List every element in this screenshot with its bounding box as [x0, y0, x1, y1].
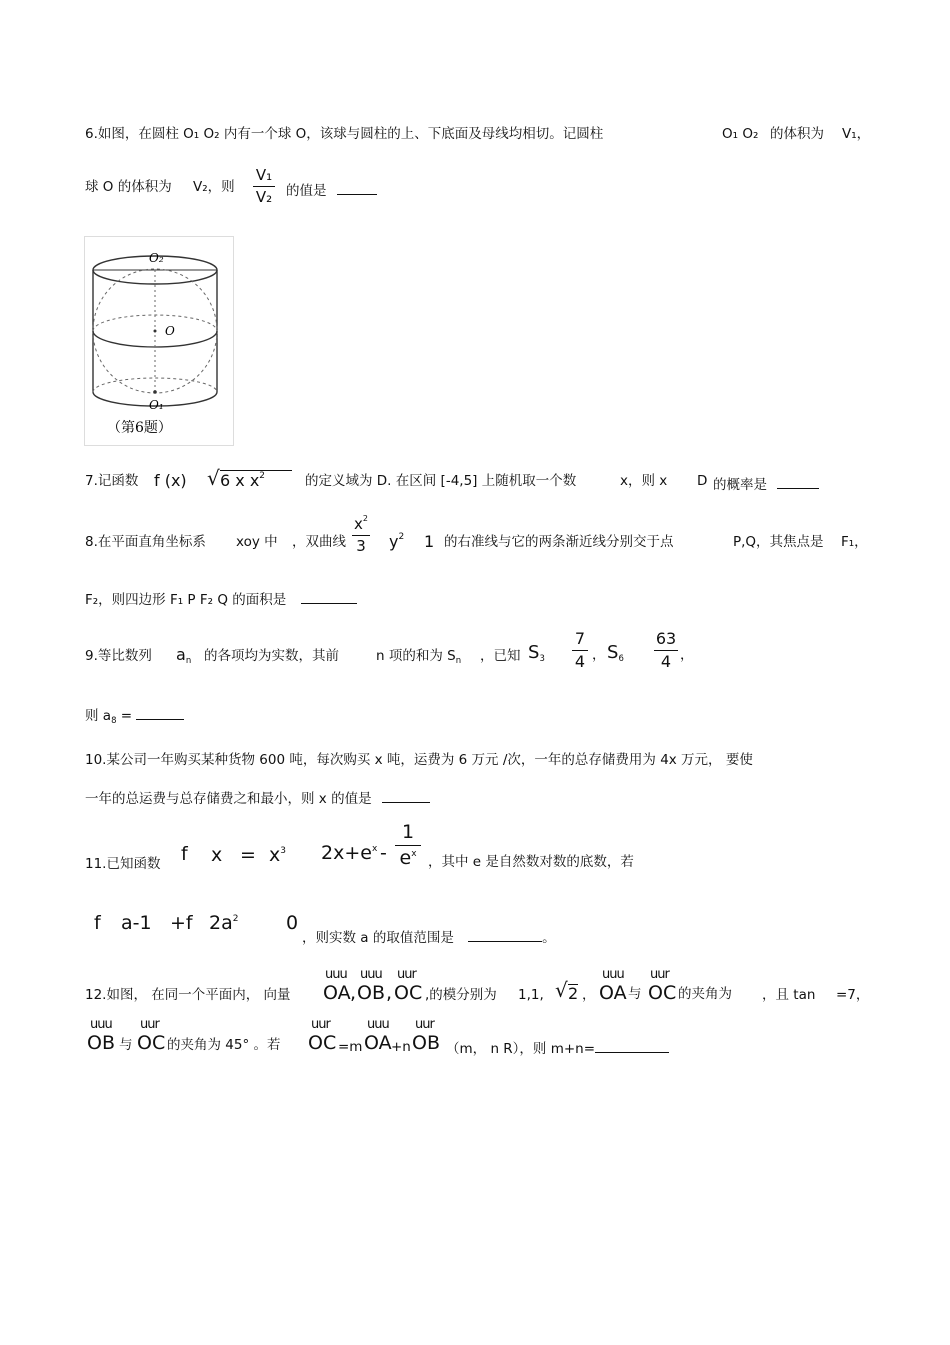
q12-oa2: OA: [599, 982, 627, 1004]
q9-nsum: [376, 650, 461, 664]
q9-known: ，已知: [480, 648, 521, 664]
figure-caption: （第6题）: [107, 420, 172, 436]
q9-line2-text: 则 a: [85, 708, 112, 724]
q9-frac1-den: 4: [574, 652, 586, 671]
q11-ineq-f1: f: [94, 912, 101, 934]
q12-modulus: ,的模分别为: [425, 987, 497, 1003]
q10-line1: 10.某公司一年购买某种货物 600 吨，每次购买 x 吨，运费为 6 万元 /次，一年的总存储费用为 4x 万元， 要使: [85, 752, 753, 768]
q8-one: 1: [424, 532, 435, 551]
q8-middle: 的右准线与它的两条渐近线分别交于点: [444, 534, 674, 550]
q12-oc3: OC: [137, 1032, 166, 1054]
q8-fraction: [352, 514, 370, 555]
q11-frac-den: [395, 849, 421, 868]
q12-yu1: 与: [628, 986, 642, 1002]
q11-ineq-zero: 0: [286, 912, 299, 934]
q9-frac2-bar: [654, 650, 678, 651]
q12-comma-a: ,: [350, 982, 357, 1004]
q11-frac-den-e: e: [399, 847, 412, 869]
q7-middle: 的定义域为 D. 在区间 [-4,5] 上随机取一个数: [305, 473, 577, 489]
q9-middle: 的各项均为实数，其前: [204, 648, 339, 664]
q6-frac-den: V₂: [255, 188, 273, 206]
q9-a8-sub: 8: [111, 716, 117, 726]
q12-answer-blank: [595, 1039, 669, 1053]
q6-frac-num: V₁: [255, 166, 273, 184]
q6-line1: [85, 128, 603, 142]
q9-s6-sub: 6: [618, 654, 624, 664]
q7-fx: f (x): [154, 471, 187, 490]
q9-frac2-den: 4: [660, 652, 672, 671]
q7-suffix-text: 的概率是: [713, 477, 767, 493]
cylinder-sphere-figure: [84, 236, 234, 446]
q12-plus-n: +n: [391, 1039, 411, 1055]
q11-mid: [321, 844, 377, 863]
q10-line2: [85, 789, 430, 807]
q8-line2: [85, 590, 357, 608]
q11-frac-bar: [395, 845, 421, 846]
q12-yu2: 与: [119, 1037, 133, 1053]
q6-o1o2-b: O₁ O₂: [722, 126, 759, 142]
q12-ob3: OB: [412, 1032, 440, 1054]
q8-comma: ，双曲线: [292, 534, 346, 550]
q12-oc4: OC: [308, 1032, 337, 1054]
q12-arrow-oa2: uuu: [602, 967, 624, 982]
q11-fraction: [395, 823, 421, 868]
q11-x3: [269, 846, 286, 865]
q11-tail-text: ，则实数 a 的取值范围是: [302, 930, 454, 946]
q6-suffix-text: 的值是: [286, 183, 327, 199]
q12-ob2: OB: [87, 1032, 115, 1054]
q7-d: D: [697, 473, 708, 489]
q9-frac2: [654, 631, 678, 670]
q12-arrow-oa: uuu: [325, 967, 347, 982]
q9-an-sub: n: [185, 656, 192, 666]
q12-oa3: OA: [364, 1032, 392, 1054]
q12-arrow-oc3: uur: [140, 1017, 159, 1032]
q12-tan: ，且 tan: [762, 987, 816, 1003]
q8-prefix: 8.在平面直角坐标系: [85, 534, 206, 550]
q11-x3-sup: 3: [280, 846, 286, 856]
q9-comma2: ，: [680, 647, 694, 663]
q11-ineq-2a-text: 2a: [209, 912, 233, 934]
q8-y: [389, 534, 404, 550]
q12-arrow-ob: uuu: [360, 967, 382, 982]
q12-arrow-oa3: uuu: [367, 1017, 389, 1032]
q9-frac2-num: 63: [655, 629, 677, 648]
q12-sqrt2: 2: [568, 984, 579, 1003]
q11-ineq-sup: 2: [232, 914, 239, 924]
q8-y-text: y: [389, 532, 399, 551]
q9-nsum-sub: n: [455, 656, 462, 666]
q9-s3-letter: S: [528, 642, 540, 663]
q11-frac-num: 1: [401, 821, 415, 843]
q12-arrow-ob2: uuu: [90, 1017, 112, 1032]
q9-line2: [85, 706, 184, 724]
q9-eq: =: [120, 708, 133, 724]
q11-tail: [302, 928, 556, 946]
q7-suffix: [713, 475, 819, 493]
cylinder-sphere-diagram: [85, 237, 233, 445]
q6-v1: V₁，: [842, 126, 871, 142]
figure-o2-label: O₂: [149, 251, 164, 265]
q6-answer-blank: [337, 181, 377, 195]
q6-ball-prefix: 球 O 的体积为: [85, 179, 172, 195]
q8-y-sup: 2: [398, 532, 405, 542]
q11-ineq-plus: +f: [170, 912, 193, 934]
q9-s6: [607, 644, 624, 662]
q6-fraction: [253, 168, 275, 205]
q11-ineq-2a: [209, 914, 238, 933]
q8-frac-num-sup: 2: [362, 514, 368, 523]
q11-answer-blank: [468, 928, 542, 942]
q8-frac-num: [352, 514, 370, 533]
figure-o1-label: O₁: [149, 398, 164, 412]
q7-sup2: 2: [259, 471, 266, 481]
q8-line2-text: F₂，则四边形 F₁ P F₂ Q 的面积是: [85, 592, 287, 608]
q8-frac-den: 3: [356, 537, 366, 555]
q7-x: x，则 x: [620, 473, 668, 489]
q8-answer-blank: [301, 590, 357, 604]
q11-ineq-a1: a-1: [121, 912, 152, 934]
figure-o-label: O: [165, 324, 175, 338]
q9-frac1: [572, 631, 588, 670]
q6-line1-text: 6.如图，在圆柱 O₁ O₂ 内有一个球 O，该球与圆柱的上、下底面及母线均相切。记圆柱: [85, 126, 604, 142]
q12-arrow-ob3: uur: [415, 1017, 434, 1032]
q12-arrow-oc2: uur: [650, 967, 669, 982]
q12-oa: OA: [323, 982, 351, 1004]
q11-prefix: 11.已知函数: [85, 856, 161, 872]
q6-suffix: [286, 181, 377, 199]
q7-radicand: [220, 470, 292, 489]
q9-s3-sub: 3: [539, 654, 545, 664]
q12-cond: [446, 1039, 669, 1057]
q12-ob: OB: [357, 982, 385, 1004]
q11-mid-text: 2x+e: [321, 842, 372, 864]
q9-answer-blank: [136, 706, 184, 720]
q12-arrow-oc4: uur: [311, 1017, 330, 1032]
q12-angle2: 的夹角为 45° 。若: [167, 1037, 281, 1053]
q9-prefix: 9.等比数列: [85, 648, 152, 664]
q11-suffix: ，其中 e 是自然数对数的底数，若: [428, 854, 634, 870]
q11-end: 。: [542, 930, 556, 946]
q8-pq: P,Q，其焦点是: [733, 534, 824, 550]
q6-volume-label: 的体积为: [770, 126, 824, 142]
q7-prefix: 7.记函数: [85, 473, 139, 489]
q9-comma1: ，: [592, 647, 606, 663]
q12-vals: 1,1,: [518, 987, 544, 1003]
q6-v2: V₂，则: [193, 179, 235, 195]
q8-frac-bar: [352, 535, 370, 536]
q11-x: x: [211, 844, 223, 866]
q9-s6-letter: S: [607, 642, 619, 663]
q8-f1: F₁，: [841, 534, 868, 550]
q8-frac-num-x: x: [354, 515, 363, 533]
q10-line2-text: 一年的总运费与总存储费之和最小，则 x 的值是: [85, 791, 372, 807]
q12-eq-m: =m: [338, 1039, 363, 1055]
q9-an-letter: a: [176, 645, 186, 664]
q7-sqrt-sign: √: [207, 466, 220, 490]
q9-frac1-num: 7: [574, 629, 586, 648]
q11-ex-sup: x: [371, 844, 378, 854]
q8-xoy: xoy 中: [236, 534, 278, 550]
q7-radicand-text: 6 x x: [220, 471, 260, 490]
q12-prefix: 12.如图， 在同一个平面内， 向量: [85, 987, 291, 1003]
q12-angle1: 的夹角为: [678, 986, 732, 1002]
q10-answer-blank: [382, 789, 430, 803]
q9-nsum-text: n 项的和为 S: [376, 648, 456, 664]
q12-comma-b: ,: [386, 982, 393, 1004]
q9-an: [176, 645, 192, 666]
q12-arrow-oc: uur: [397, 967, 416, 982]
q12-sqrt-sign: √: [555, 978, 568, 1002]
q11-frac-den-sup: x: [411, 849, 417, 859]
q6-frac-bar: [253, 186, 275, 187]
q11-eq: =: [240, 844, 256, 866]
q11-x3-letter: x: [269, 844, 281, 866]
q12-tanval: =7，: [836, 987, 870, 1003]
q12-cond-text: （m， n R），则 m+n=: [446, 1041, 596, 1057]
q12-oc: OC: [394, 982, 423, 1004]
q11-f: f: [181, 843, 188, 865]
q7-answer-blank: [777, 475, 819, 489]
q9-frac1-bar: [572, 650, 588, 651]
q11-minus: -: [380, 842, 387, 864]
q9-s3: [528, 644, 545, 662]
q12-oc2: OC: [648, 982, 677, 1004]
q12-comma2: ，: [582, 987, 596, 1003]
